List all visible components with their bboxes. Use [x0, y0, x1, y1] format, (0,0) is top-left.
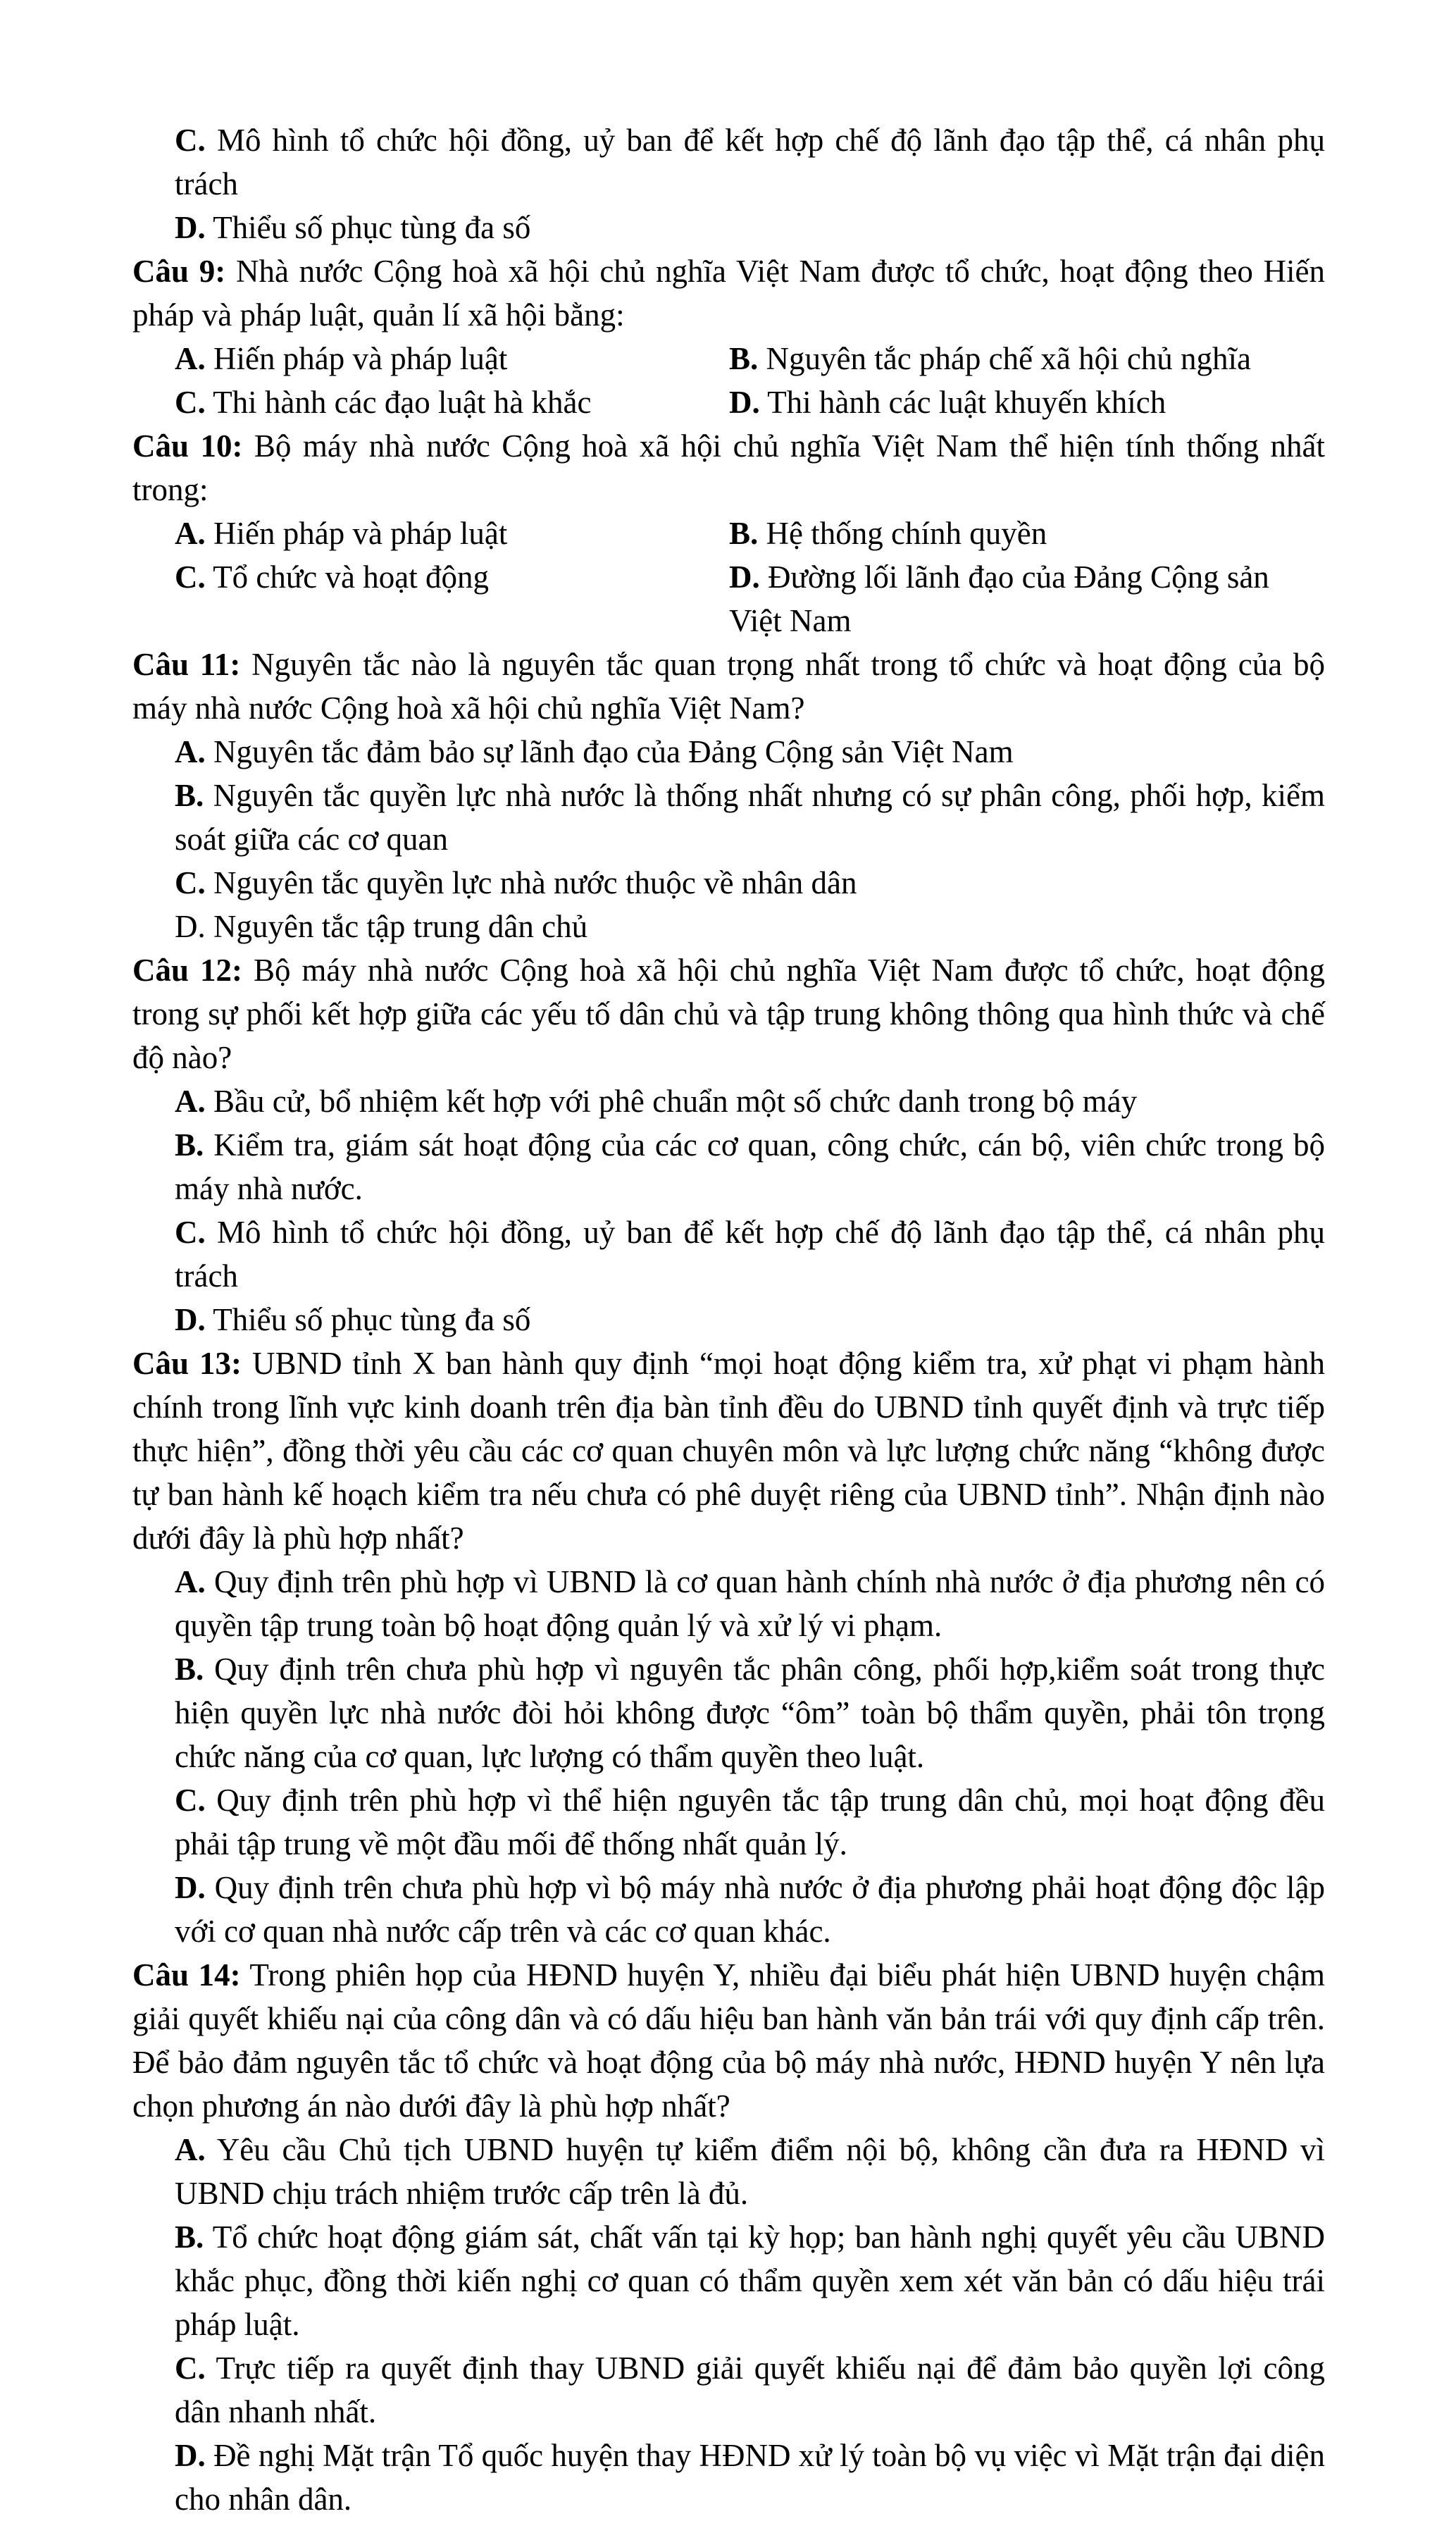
question-13-stem: [132, 1342, 1325, 1560]
option-label: B.: [175, 778, 204, 813]
option-label: B.: [729, 516, 759, 551]
option-text: Quy định trên chưa phù hợp vì nguyên tắc phân công, phối hợp,kiểm soát trong thực hiện quyền lực nhà nước đòi hỏi không được “ôm” toàn bộ thẩm quyền, phải tôn trọng chức năng của cơ quan, lực lượng có thẩm quyền theo luật.: [175, 1652, 1325, 1774]
option-label: A.: [175, 341, 206, 376]
option-label: A.: [175, 1564, 206, 1599]
question-stem-text: UBND tỉnh X ban hành quy định “mọi hoạt động kiểm tra, xử phạt vi phạm hành chính trong lĩnh vực kinh doanh trên địa bàn tỉnh đều do UBND tỉnh quyết định và trực tiếp thực hiện”, đồng thời yêu cầu các cơ quan chuyên môn và lực lượng chức năng “không được tự ban hành kế hoạch kiểm tra nếu chưa có phê duyệt riêng của UBND tỉnh”. Nhận định nào dưới đây là phù hợp nhất?: [132, 1346, 1326, 1556]
question-number: Câu 11:: [132, 647, 241, 682]
option-label: D.: [175, 909, 206, 944]
question-number: Câu 9:: [132, 254, 226, 289]
option-label: C.: [175, 1783, 206, 1818]
question-number: Câu 10:: [132, 428, 243, 464]
option-text: Tổ chức và hoạt động: [213, 559, 489, 595]
question-9-options-row-2: [132, 380, 1325, 424]
option-label: A.: [175, 734, 206, 769]
question-stem-text: Nguyên tắc nào là nguyên tắc quan trọng nhất trong tổ chức và hoạt động của bộ máy nhà nước Cộng hoà xã hội chủ nghĩa Việt Nam?: [132, 647, 1325, 726]
option-label: D.: [175, 2438, 206, 2473]
option-text: Thiểu số phục tùng đa số: [213, 210, 531, 245]
question-11-option-d: [175, 905, 1325, 948]
question-12-stem: [132, 948, 1325, 1079]
question-10-option-b: [729, 512, 1325, 555]
option-text: Trực tiếp ra quyết định thay UBND giải quyết khiếu nại để đảm bảo quyền lợi công dân nhanh nhất.: [175, 2350, 1326, 2429]
option-text: Nguyên tắc quyền lực nhà nước là thống nhất nhưng có sự phân công, phối hợp, kiểm soát giữa các cơ quan: [175, 778, 1326, 857]
question-13-option-d: [175, 1866, 1325, 1953]
question-11-option-c: [175, 861, 1325, 905]
question-10: [132, 424, 1325, 643]
option-text: Thi hành các luật khuyến khích: [767, 385, 1166, 420]
option-label: C.: [175, 385, 206, 420]
option-label: A.: [175, 1084, 206, 1119]
option-text: Tổ chức hoạt động giám sát, chất vấn tại kỳ họp; ban hành nghị quyết yêu cầu UBND khắc phục, đồng thời kiến nghị cơ quan có thẩm quyền xem xét văn bản có dấu hiệu trái pháp luật.: [175, 2219, 1325, 2342]
option-text: Nguyên tắc tập trung dân chủ: [213, 909, 588, 944]
option-text: Mô hình tổ chức hội đồng, uỷ ban để kết hợp chế độ lãnh đạo tập thể, cá nhân phụ trách: [175, 123, 1326, 202]
question-stem-text: Nhà nước Cộng hoà xã hội chủ nghĩa Việt Nam được tổ chức, hoạt động theo Hiến pháp và pháp luật, quản lí xã hội bằng:: [132, 254, 1326, 333]
option-label: C.: [175, 2350, 206, 2386]
option-text: Quy định trên chưa phù hợp vì bộ máy nhà nước ở địa phương phải hoạt động độc lập với cơ quan nhà nước cấp trên và các cơ quan khác.: [175, 1870, 1326, 1949]
question-11-option-a: [175, 730, 1325, 774]
question-14-option-a: [175, 2128, 1325, 2215]
option-label: B.: [729, 341, 759, 376]
question-number: Câu 12:: [132, 953, 242, 988]
question-9-option-c: [175, 380, 729, 424]
question-13-option-b: [175, 1647, 1325, 1778]
option-label: C.: [175, 865, 206, 900]
option-text: Hiến pháp và pháp luật: [213, 341, 508, 376]
question-10-stem: [132, 424, 1325, 512]
option-label: D.: [729, 559, 760, 595]
carryover-option-d: [175, 206, 1325, 249]
question-9-options-row-1: [132, 337, 1325, 380]
question-14-option-d: [175, 2434, 1325, 2521]
option-text: Hệ thống chính quyền: [766, 516, 1047, 551]
option-label: D.: [175, 210, 206, 245]
question-14-option-c: [175, 2346, 1325, 2434]
option-text: Kiểm tra, giám sát hoạt động của các cơ quan, công chức, cán bộ, viên chức trong bộ máy nhà nước.: [175, 1127, 1325, 1206]
option-label: D.: [729, 385, 760, 420]
option-text: Đề nghị Mặt trận Tổ quốc huyện thay HĐND xử lý toàn bộ vụ việc vì Mặt trận đại diện cho nhân dân.: [175, 2438, 1326, 2517]
question-9: [132, 249, 1325, 424]
question-14-option-b: [175, 2215, 1325, 2346]
option-text: Nguyên tắc pháp chế xã hội chủ nghĩa: [766, 341, 1252, 376]
question-11-stem: [132, 643, 1325, 730]
option-text: Thiểu số phục tùng đa số: [213, 1302, 531, 1337]
question-stem-text: Bộ máy nhà nước Cộng hoà xã hội chủ nghĩa Việt Nam được tổ chức, hoạt động trong sự phối kết hợp giữa các yếu tố dân chủ và tập trung không thông qua hình thức và chế độ nào?: [132, 953, 1326, 1075]
question-12-option-d: [175, 1298, 1325, 1342]
question-number: Câu 13:: [132, 1346, 242, 1381]
question-11: [132, 643, 1325, 948]
question-13-option-c: [175, 1778, 1325, 1866]
question-10-option-a: [175, 512, 729, 555]
question-9-option-d: [729, 380, 1325, 424]
question-14: [132, 1953, 1325, 2521]
question-9-stem: [132, 249, 1325, 337]
option-label: A.: [175, 2132, 206, 2167]
option-label: D.: [175, 1302, 206, 1337]
option-text: Nguyên tắc quyền lực nhà nước thuộc về nhân dân: [213, 865, 857, 900]
option-text: Mô hình tổ chức hội đồng, uỷ ban để kết hợp chế độ lãnh đạo tập thể, cá nhân phụ trách: [175, 1215, 1326, 1294]
question-number: Câu 14:: [132, 1957, 241, 1993]
option-text: Nguyên tắc đảm bảo sự lãnh đạo của Đảng Cộng sản Việt Nam: [213, 734, 1014, 769]
option-label: D.: [175, 1870, 206, 1905]
option-text: Yêu cầu Chủ tịch UBND huyện tự kiểm điểm nội bộ, không cần đưa ra HĐND vì UBND chịu trách nhiệm trước cấp trên là đủ.: [175, 2132, 1325, 2211]
option-text: Thi hành các đạo luật hà khắc: [213, 385, 592, 420]
question-10-option-c: [175, 555, 729, 643]
question-12-option-a: [175, 1079, 1325, 1123]
question-11-option-b: [175, 774, 1325, 861]
question-9-option-b: [729, 337, 1325, 380]
option-text: Bầu cử, bổ nhiệm kết hợp với phê chuẩn một số chức danh trong bộ máy: [213, 1084, 1138, 1119]
question-12: [132, 948, 1325, 1342]
question-13: [132, 1342, 1325, 1953]
question-14-stem: [132, 1953, 1325, 2128]
question-10-option-d: [729, 555, 1325, 643]
option-text: Hiến pháp và pháp luật: [213, 516, 508, 551]
question-12-option-b: [175, 1123, 1325, 1210]
question-stem-text: Trong phiên họp của HĐND huyện Y, nhiều đại biểu phát hiện UBND huyện chậm giải quyết khiếu nại của công dân và có dấu hiệu ban hành văn bản trái với quy định cấp trên. Để bảo đảm nguyên tắc tổ chức và hoạt động của bộ máy nhà nước, HĐND huyện Y nên lựa chọn phương án nào dưới đây là phù hợp nhất?: [132, 1957, 1325, 2124]
question-10-options-row-1: [132, 512, 1325, 555]
option-text: Đường lối lãnh đạo của Đảng Cộng sản Việt Nam: [729, 559, 1269, 638]
option-label: A.: [175, 516, 206, 551]
option-label: C.: [175, 1215, 206, 1250]
option-label: B.: [175, 1127, 204, 1163]
question-9-option-a: [175, 337, 729, 380]
option-label: C.: [175, 559, 206, 595]
option-label: B.: [175, 1652, 204, 1687]
question-12-option-c: [175, 1210, 1325, 1298]
option-label: B.: [175, 2219, 204, 2255]
option-text: Quy định trên phù hợp vì UBND là cơ quan hành chính nhà nước ở địa phương nên có quyền tập trung toàn bộ hoạt động quản lý và xử lý vi phạm.: [175, 1564, 1325, 1643]
option-label: C.: [175, 123, 206, 158]
carryover-option-c: [175, 118, 1325, 206]
question-13-option-a: [175, 1560, 1325, 1647]
question-stem-text: Bộ máy nhà nước Cộng hoà xã hội chủ nghĩa Việt Nam thể hiện tính thống nhất trong:: [132, 428, 1326, 507]
question-10-options-row-2: [132, 555, 1325, 643]
option-text: Quy định trên phù hợp vì thể hiện nguyên tắc tập trung dân chủ, mọi hoạt động đều phải tập trung về một đầu mối để thống nhất quản lý.: [175, 1783, 1325, 1862]
